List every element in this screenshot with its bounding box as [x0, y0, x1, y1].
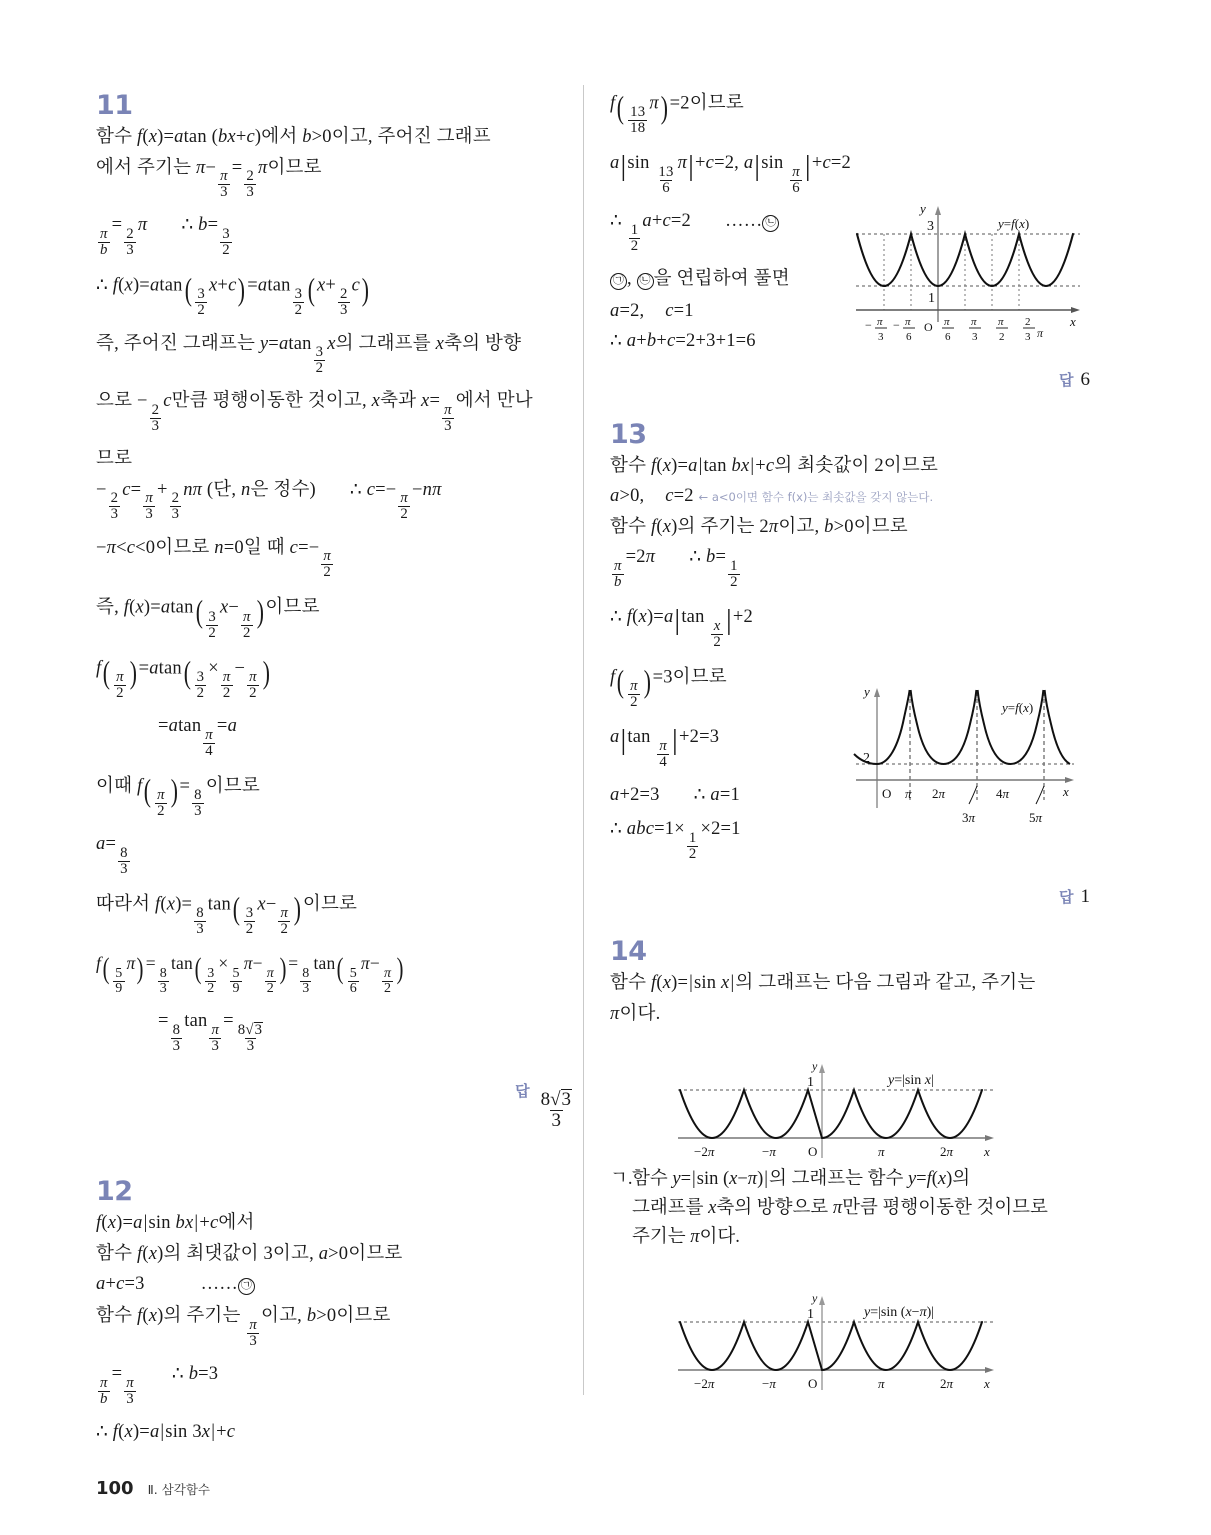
p13-line-4: $\frac{\pi}{b}$ =2π ∴ b= $\frac{1}{2}$ [614, 547, 738, 591]
problem-number-11: 11 [96, 90, 133, 121]
p13-line-2: a>0, c=2 ← a<0이면 함수 f(x)는 최솟값을 갖지 않는다. [610, 486, 934, 507]
p12-line-4: 함수 f(x)의 주기는 $\frac{\pi}{3}$ 이고, b>0이므로 [96, 1306, 391, 1349]
p12-line-12: ∴ a+b+c=2+3+1=6 [610, 331, 756, 352]
svg-text:O: O [882, 786, 892, 801]
p12-line-6: ∴ f(x)=a|sin 3x|+c [96, 1421, 236, 1442]
svg-text:π: π [905, 786, 912, 801]
svg-text:x: x [1063, 784, 1069, 799]
p13-line-3: 함수 f(x)의 주기는 2π이고, b>0이므로 [610, 516, 908, 537]
p13-line-8: a+2=3 ∴ a=1 [610, 784, 740, 805]
svg-text:3π: 3π [962, 810, 976, 825]
p12-answer-row [610, 369, 1090, 391]
svg-text:π: π [905, 316, 911, 328]
svg-text:y=f(x): y=f(x) [998, 216, 1030, 231]
p11-line-11: f( $\frac{\pi}{2}$ )=atan( $\frac{3}{2}$ × $\frac{\pi}{2}$ − $\frac{\pi}{2}$ ) [96, 654, 270, 701]
svg-text:y=|sin (x−π)|: y=|sin (x−π)| [864, 1305, 935, 1320]
p11-line-2: 에서 주기는 π− $\frac{\pi}{3}$ = $\frac{2}{3}$ π이므로 [96, 157, 322, 201]
svg-text:y: y [812, 1292, 818, 1305]
answer-value-12: 6 [1080, 368, 1090, 390]
problem-number-12: 12 [96, 1176, 133, 1208]
p11-line-17: = $\frac{8}{3}$ tan $\frac{\pi}{3}$ = $\frac{8√3}{3}$ [158, 1011, 263, 1054]
p12-line-5: $\frac{\pi}{b}$ = $\frac{\pi}{3}$ ∴ b=3 [100, 1364, 219, 1407]
p14-intro-line-1: 함수 f(x)=|sin x|의 그래프는 다음 그림과 같고, 주기는 [610, 973, 1036, 994]
column-divider [583, 85, 584, 1395]
p13-line-7: a|tan $\frac{\pi}{4}$ |+2=3 [610, 724, 720, 770]
p11-line-8: − $\frac{2}{3}$ c= $\frac{\pi}{3}$ + $\frac{2}{3}$ nπ (단, n은 정수) ∴ c=− $\frac{\pi}{2}$ −nπ [96, 479, 442, 523]
svg-text:3: 3 [972, 331, 978, 343]
p13-line-9: ∴ abc=1× $\frac{1}{2}$ ×2=1 [610, 819, 741, 863]
p11-line-7: 므로 [96, 449, 133, 470]
problem-12 [96, 1178, 576, 1441]
svg-text:x: x [1070, 314, 1076, 329]
p11-line-9: −π<c<0이므로 n=0일 때 c=− $\frac{\pi}{2}$ [96, 537, 331, 581]
svg-text:x: x [984, 1376, 990, 1391]
svg-text:O: O [808, 1376, 818, 1391]
p12-line-8: a|sin $\frac{13}{6}$ π|+c=2, a|sin $\frac{\pi}{6}$ |+c=2 [610, 150, 851, 196]
answer-label-12: 답 [1059, 370, 1074, 389]
p11-line-10: 즉, f(x)=atan( $\frac{3}{2}$ x− $\frac{\pi}{2}$ )이므로 [96, 594, 320, 641]
svg-text:3: 3 [927, 219, 934, 234]
answer-label-13: 답 [1059, 888, 1074, 907]
problem-number-14: 14 [610, 936, 647, 968]
figure-p12-graph [852, 198, 1084, 358]
p11-line-16: f( $\frac{5}{9}$ π)= $\frac{8}{3}$ tan( $\frac{3}{2}$ × $\frac{5}{9}$ π− $\frac{\pi}{2}$ )= $\frac{8}{3}$ tan( $\frac{5}{6}$ π− $\frac{\pi}{2}$ ) [96, 951, 404, 996]
svg-text:−: − [865, 318, 872, 332]
left-column [96, 92, 576, 1453]
svg-text:6: 6 [906, 331, 912, 343]
p11-line-12: =atan $\frac{\pi}{4}$ =a [158, 716, 238, 759]
p13-line-5: ∴ f(x)=a|tan $\frac{x}{2}$ |+2 [610, 604, 753, 650]
svg-text:π: π [877, 316, 883, 328]
problem-13 [610, 418, 1090, 908]
svg-text:−π: −π [762, 1376, 776, 1391]
p11-line-13: 이때 f( $\frac{\pi}{2}$ )= $\frac{8}{3}$ 이므로 [96, 772, 260, 820]
svg-text:5π: 5π [1029, 810, 1043, 825]
page-number: 100 [96, 1478, 134, 1499]
svg-text:−: − [893, 318, 900, 332]
p13-line-1: 함수 f(x)=a|tan bx|+c의 최솟값이 2이므로 [610, 455, 939, 476]
p14-intro-line-2: π이다. [610, 1003, 661, 1024]
p13-side-note: ← a<0이면 함수 f(x)는 최솟값을 갖지 않는다. [698, 490, 934, 505]
svg-text:π: π [971, 316, 977, 328]
svg-text:−2π: −2π [694, 1144, 715, 1159]
svg-text:2: 2 [999, 331, 1005, 343]
svg-text:π: π [878, 1376, 885, 1391]
svg-text:π: π [1037, 326, 1044, 340]
svg-text:4π: 4π [996, 786, 1010, 801]
svg-text:O: O [808, 1144, 818, 1159]
svg-text:2π: 2π [940, 1144, 954, 1159]
svg-text:−π: −π [762, 1144, 776, 1159]
svg-text:2π: 2π [940, 1376, 954, 1391]
answer-value-11: $\frac{8√3}{3}$ [540, 1089, 571, 1131]
p13-answer-row [610, 886, 1090, 908]
answer-value-13: 1 [1080, 886, 1090, 908]
page-footer [96, 1478, 210, 1499]
problem-number-13: 13 [610, 418, 647, 450]
figure-p14-graph-2 [672, 1292, 1002, 1397]
svg-text:2: 2 [863, 751, 870, 766]
svg-text:1: 1 [807, 1075, 814, 1090]
p12-line-11: a=2, c=1 [610, 300, 694, 321]
p12-line-2: 함수 f(x)의 최댓값이 3이고, a>0이므로 [96, 1243, 403, 1264]
p11-line-1: 함수 f(x)=atan (bx+c)에서 b>0이고, 주어진 그래프 [96, 127, 491, 147]
svg-text:3: 3 [878, 331, 884, 343]
svg-text:π: π [944, 316, 950, 328]
svg-text:−2π: −2π [694, 1376, 715, 1391]
p12-line-3: a+c=3 …… ㉠ [96, 1275, 576, 1295]
problem-11 [96, 92, 576, 1130]
p12-line-9: ∴ $\frac{1}{2}$ a+c=2 …… ㉡ [610, 212, 1090, 254]
answer-label-11: 답 [515, 1081, 530, 1100]
p14-statement: ㄱ.함수 y=|sin (x−π)|의 그래프는 함수 y=f(x)의 그래프를 x축의 방향으로 π만큼 평행이동한 것이므로 주기는 π이다. [610, 1165, 1090, 1251]
svg-text:6: 6 [945, 331, 951, 343]
p11-line-15: 따라서 f(x)= $\frac{8}{3}$ tan( $\frac{3}{2}$ x− $\frac{\pi}{2}$ )이므로 [96, 891, 358, 938]
p12-line-7: f( $\frac{13}{18}$ π)=2이므로 [610, 90, 744, 137]
svg-text:1: 1 [928, 291, 935, 306]
svg-text:y: y [812, 1060, 818, 1073]
svg-text:π: π [878, 1144, 885, 1159]
svg-text:2π: 2π [932, 786, 946, 801]
p11-answer-row [96, 1080, 576, 1130]
svg-text:x: x [984, 1144, 990, 1159]
p11-line-4: ∴ f(x)=atan( $\frac{3}{2}$ x+c)=atan $\frac{3}{2}$ (x+ $\frac{2}{3}$ c) [96, 272, 370, 319]
statement-marker: ㄱ. [610, 1169, 633, 1190]
figure-p13-graph [852, 682, 1080, 832]
svg-text:y: y [920, 201, 926, 216]
svg-text:1: 1 [807, 1307, 814, 1322]
svg-text:y=f(x): y=f(x) [1002, 700, 1034, 715]
svg-text:3: 3 [1025, 331, 1031, 343]
svg-text:y: y [864, 684, 870, 699]
p12-line-1: f(x)=a|sin bx|+c에서 [96, 1213, 255, 1234]
chapter-label: Ⅱ. 삼각함수 [147, 1482, 210, 1497]
p11-line-5: 즉, 주어진 그래프는 y=atan $\frac{3}{2}$ x의 그래프를 x축의 방향 [96, 333, 522, 377]
p11-line-6: 으로 − $\frac{2}{3}$ c만큼 평행이동한 것이고, x축과 x= $\frac{\pi}{3}$ 에서 만나 [96, 391, 533, 435]
p11-line-14: a= $\frac{8}{3}$ [96, 834, 128, 877]
svg-text:2: 2 [1025, 316, 1031, 328]
svg-text:y=|sin x|: y=|sin x| [888, 1073, 934, 1088]
p11-line-3: $\frac{\pi}{b}$ = $\frac{2}{3}$ π ∴ b= $\frac{3}{2}$ [100, 215, 230, 259]
p13-line-6: f( $\frac{\pi}{2}$ )=3이므로 [610, 663, 727, 711]
svg-text:O: O [924, 320, 933, 334]
svg-text:π: π [998, 316, 1004, 328]
figure-p14-graph-1 [672, 1060, 1002, 1165]
p12-line-10: ㉠ , ㉡ 을 연립하여 풀면 [610, 270, 1090, 290]
